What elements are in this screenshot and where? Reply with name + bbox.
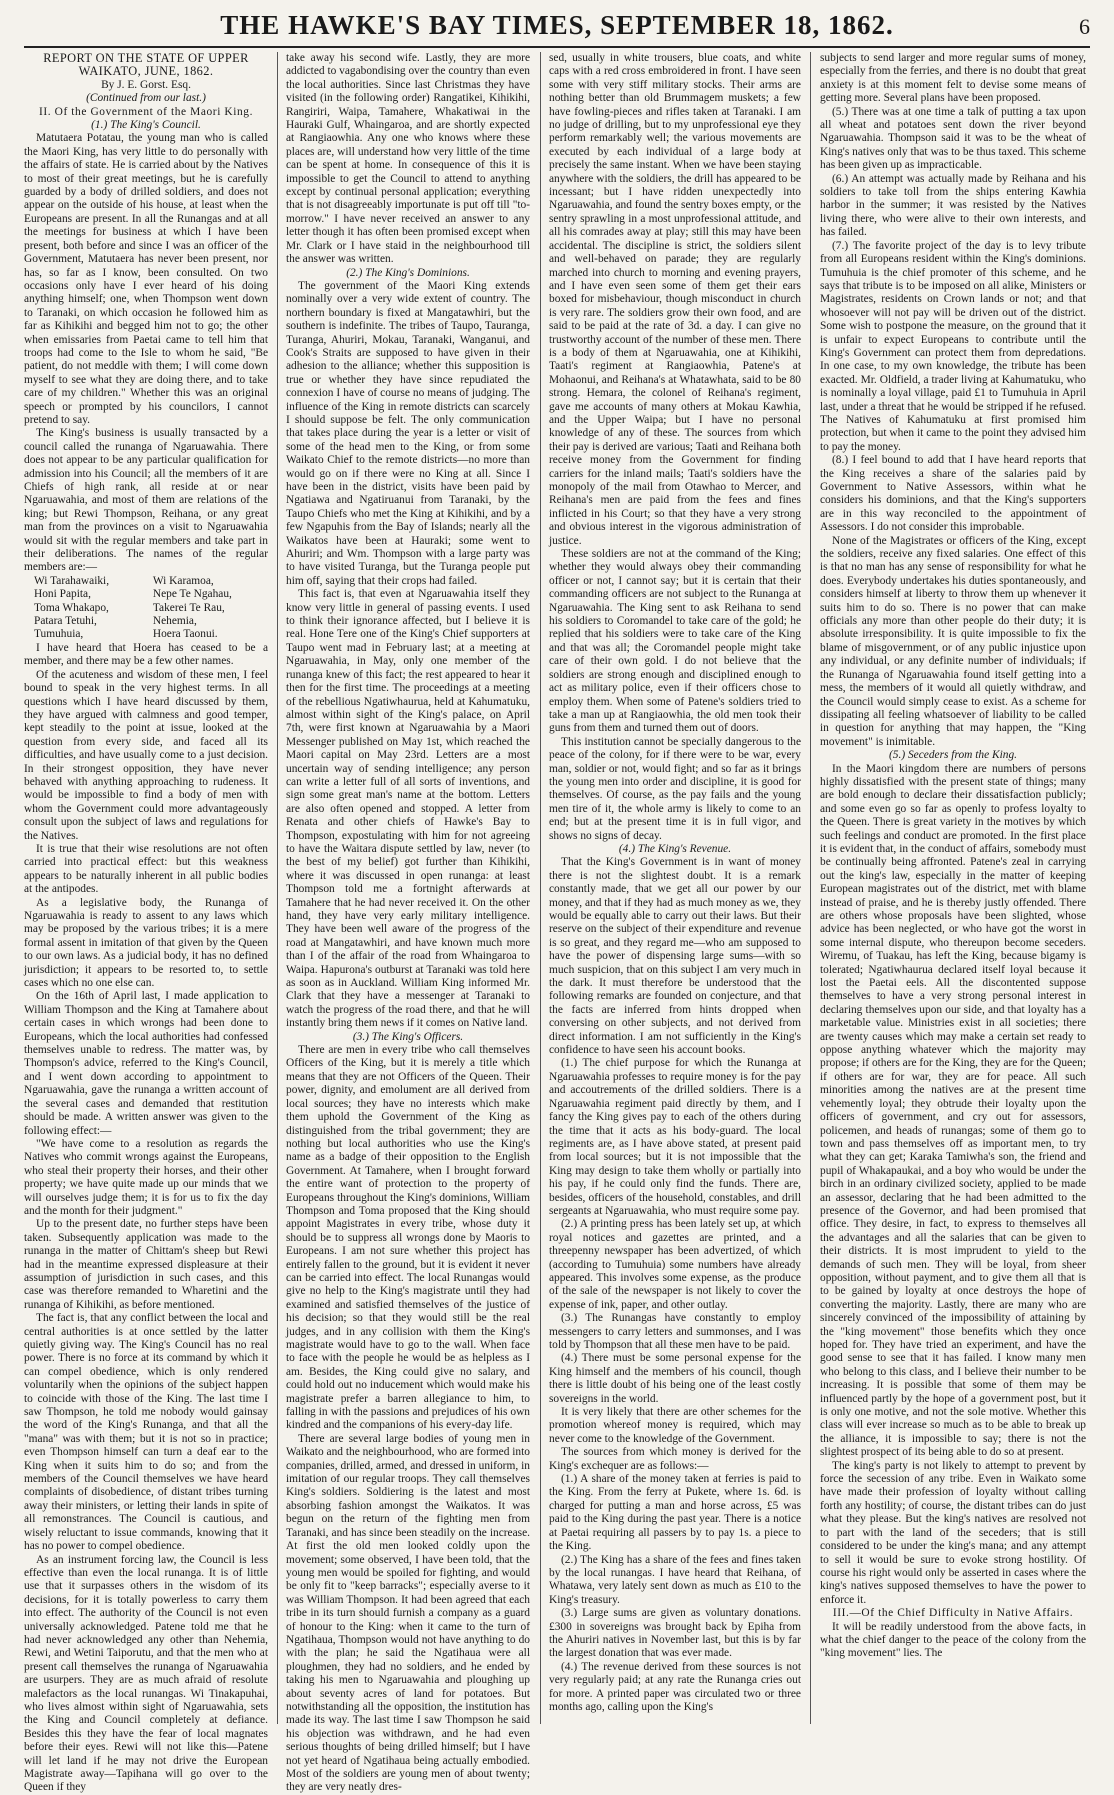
paragraph: (1.) The chief purpose for which the Runanga at Ngaruawahia professes to require money is for the pay and accoutrements of the drilled soldiers. There is a Ngaruawahia regiment paid directly by them, and I fancy the King gives pay to each of the others during the time that it acts as his body-guard. The local regiments are, as I have above stated, at present paid from local sources; but it is not impossible that the King may design to take them wholly or partially into his pay, if he could only find the funds. There are, besides, officers of the household, constables, and drill sergeants at Ngaruawahia, who must require some pay. — [549, 1057, 801, 1217]
paragraph: On the 16th of April last, I made application to William Thompson and the King at Tamahere about certain cases in which wrongs had been done to Europeans, which the local authorities had confessed themselves unable to redress. The matter was, by Thompson's advice, referred to the King's Council, and I went down according to appointment to Ngaruawahia, gave the runanga a written account of the several cases and demanded that restitution should be made. A written answer was given to the following effect:— — [24, 990, 268, 1137]
member-name: Patara Tetuhi, — [34, 615, 97, 628]
paragraph: This institution cannot be specially dangerous to the peace of the colony, for if there were to be war, every man, soldier or not, would fight; and so far as it brings the young men into order and discipline, it is good for themselves. Of course, as the pay fails and the young men tire of it, the whole army is likely to come to an end; but at the present time it is in full vigor, and shows no signs of decay. — [549, 735, 801, 842]
article-byline: By J. E. Gorst. Esq. — [101, 78, 191, 91]
paragraph: The King's business is usually transacted by a council called the runanga of Ngaruawahia. There does not appear to be any particular qualification for admission into his Council; all the members of it are Chiefs of high rank, all reside at or near Ngaruawahia, and most of them are relations of the king; but Rewi Thompson, Reihana, or any great man from the provinces on a visit to Ngaruawahia would sit with the regular members and take part in their deliberations. The names of the regular members are:— — [24, 427, 268, 574]
paragraph: (4.) There must be some personal expense for the King himself and the members of his council, though there is little doubt of his being one of the least costly sovereigns in the world. — [549, 1352, 801, 1405]
members-row — [34, 575, 278, 588]
paragraph: I have heard that Hoera has ceased to be a member, and there may be a few other names. — [24, 641, 268, 668]
paragraph: That the King's Government is in want of money there is not the slightest doubt. It is a remark constantly made, that we get all our power by our money, and that if they had as much money as we, they would be equally able to carry out their laws. But their reserve on the subject of their expenditure and revenue is so great, and they regard me—who am supposed to have the power of dispensing large sums—with so much suspicion, that on this subject I am very much in the dark. It must therefore be understood that the following remarks are founded on conjecture, and that the facts are inferred from hints dropped when conversing on other subjects, and not derived from direct information. I am not sufficiently in the King's confidence to have seen his account books. — [549, 856, 802, 1057]
column-3 — [549, 52, 801, 1724]
paragraph: There are men in every tribe who call themselves Officers of the King, but it is merely a title which means that they are not Officers of the Queen. Their power, dignity, and emolument are all derived from local sources; they have no interests which make them uphold the Government of the King as distinguished from the tribal government; they are nothing but local authorities who use the King's name as a badge of their opposition to the English Government. At Tamahere, when I brought forward the entire want of protection to the property of Europeans throughout the King's dominions, William Thompson and Toma proposed that the King should appoint Magistrates in every tribe, whose duty it should be to suppress all wrongs done by Maoris to Europeans. I am not sure whether this project has entirely fallen to the ground, but it is evident it never can be carried into effect. The local Runangas would give no help to the King's magistrate until they had examined and satisfied themselves of the justice of his decision; so that they would still be the real judges, and in any collision with them the King's magistrate would have to go to the wall. When face to face with the people he would be as helpless as I am. Besides, the King could give no salary, and could hold out no inducement which would make his magistrate prefer a barren allegiance to him, to falling in with the passions and prejudices of his own kindred and the companions of his every-day life. — [286, 1044, 530, 1432]
paragraph: (5.) There was at one time a talk of putting a tax upon all wheat and potatoes sent down the river beyond Ngaruawahia. Thompson said it was to be the wheat of King's natives only that was to be thus taxed. This scheme has been given up as impracticable. — [820, 105, 1086, 172]
members-row — [34, 588, 278, 601]
paragraph: None of the Magistrates or officers of the King, except the soldiers, receive any fixed salaries. One effect of this is that no man has any sense of responsibility for what he does. Everybody undertakes his duties spontaneously, and considers himself at liberty to throw them up whenever it suits him to do so. There is no power that can make officials any more than other people do their duty; it is absolute irresponsibility. It is quite impossible to fix the blame of misgovernment, or of any public injustice upon any individual, or any definite number of individuals; if the Runanga of Ngaruawahia found itself getting into a mess, the members of it would all quietly withdraw, and the Council would simply cease to exist. As a scheme for dissipating all feeling whatsoever of liability to be called in question for anything that may happen, the "King movement" is inimitable. — [820, 534, 1086, 748]
paragraph: (6.) An attempt was actually made by Reihana and his soldiers to take toll from the ships entering Kawhia harbor in the summer; it was resisted by the Natives living there, who were alive to their own interests, and has failed. — [820, 172, 1086, 239]
paragraph: It is true that their wise resolutions are not often carried into practical effect: but this weakness appears to be naturally inherent in all public bodies at the antipodes. — [24, 842, 268, 896]
column-rule — [540, 52, 541, 1724]
paragraph: It is very likely that there are other schemes for the promotion whereof money is required, which may never come to the knowledge of the Government. — [549, 1406, 801, 1445]
paragraph: As an instrument forcing law, the Council is less effective than even the local runanga. It is of little use that it surpasses others in the wisdom of its decisions, for it is totally powerless to carry them into effect. The authority of the Council is not even universally acknowledged. Patene told me that he had never acknowledged any other than Nehemia, Rewi, and Wetini Taiporutu, and that the men who at present call themselves the runanga of Ngaruawahia are usurpers. They are as much afraid of resolute malefactors as the local runangas. Wi Tinakapuhai, who lives almost within sight of Ngaruawahia, sets the King and Council completely at defiance. Besides this they have the fear of local magnates before their eyes. Rewi will not like this—Patene will let land if he may not drive the European Magistrate away—Tapihana will go over to the Queen if they — [24, 1553, 268, 1794]
paragraph: (3.) Large sums are given as voluntary donations. £300 in sovereigns was brought back by Epiha from the Ahuriri natives in November last, but this is by far the largest donation that was ever made. — [549, 1607, 801, 1660]
column-4 — [820, 52, 1086, 1724]
paragraph: Matutaera Potatau, the young man who is called the Maori King, has very little to do personally with the affairs of state. He is carried about by the Natives to most of their great meetings, but he is carefully guarded by a body of drilled soldiers, and does not appear on the outside of his house, at least when the Europeans are present. In all the Runangas and at all the meetings for business at which I have been present, both before and since I was an officer of the Government, Matutaera has never been present, nor has, so far as I know, been consulted. On two occasions only have I ever heard of his doing anything himself; one, when Thompson went down to Taranaki, on which occasion he followed him as far as Kihikihi and begged him not to go; the other when emissaries from Paetai came to tell him that troops had come to the Isle to whom he said, "Be patient, do not meddle with them; I will come down myself to see what they are doing there, and to take care of my children." Whether this was an original speech or prompted by his councilors, I cannot pretend to say. — [24, 132, 268, 426]
member-name: Honi Papita, — [34, 588, 91, 601]
member-name: Takerei Te Rau, — [152, 601, 225, 614]
paragraph: In the Maori kingdom there are numbers of persons highly dissatisfied with the present state of things; many are bold enough to declare their dissatisfaction publicly; and some even go so far as openly to profess loyalty to the Queen. There is great variety in the motives by which such feelings and conduct are promoted. In the first place it is evident that, in the conduct of affairs, somebody must be continually being affronted. Patene's zeal in carrying out the king's law, especially in the matter of keeping European magistrates out of the district, met with blame instead of praise, and he is thereby justly offended. There are others whose proposals have been slighted, whose advice has been neglected, or who have got the worst in some internal dispute, who thereupon become seceders. Wiremu, of Tuakau, has left the King, because bigamy is tolerated; Ngatiwhaurua declared itself loyal because it lost the Paetai eels. All the discontented suppose themselves to have a very strong personal interest in declaring themselves upon our side, and that loyalty has a marketable value. Ministries exist in all societies; there are twenty causes which may make a certain set ready to oppose anything whatever which the majority may propose; if others are for the King, they are for the Queen; if others are for war, they are for peace. All such minorities among the natives are at the present time vehemently loyal; they obtrude their loyalty upon the officers of government, and cry out for assessors, policemen, and heads of runangas; some of them go to town and pass themselves off as important men, to try what they can get; Karaka Tamiwha's son, the friend and pupil of Whakapaukai, and a boy who would be under the birch in an ordinary civilized society, applied to be made an assessor, declaring that he had been admitted to the presence of the Governor, and had been promised that office. They desire, in fact, to express to themselves all the advantages and all the salaries that can be given to their districts. It is most imprudent to yield to the demands of such men. They will be loyal, from sheer opposition, without payment, and to give them all that is to be gained by loyalty at once destroys the hope of converting the majority. Lastly, there are many who are sincerely convinced of the impossibility of attaining by the "king movement" those benefits which they once hoped for. They have tried an experiment, and have the good sense to see that it has failed. I know many men who belong to this class, and I believe their number to be increasing. It is possible that some of them may be influenced partly by the hope of a government post, but it is only one motive, and not the sole motive. Whether this class will ever increase so much as to be able to break up the alliance, it is impossible to say; there is not the slightest prospect of its being able to do so at present. — [820, 762, 1086, 1459]
page-number: 6 — [1079, 14, 1090, 39]
paragraph: (2.) A printing press has been lately set up, at which royal notices and gazettes are printed, and a threepenny newspaper has been advertized, of which (according to Tumuhuia) some numbers have already appeared. This involves some expense, as the produce of the sale of the newspaper is not likely to cover the expense of ink, paper, and other outlay. — [549, 1218, 801, 1311]
paragraph: (3.) The Runangas have constantly to employ messengers to carry letters and summonses, and I was told by Thompson that all these men have to be paid. — [549, 1312, 801, 1351]
paragraph: The sources from which money is derived for the King's exchequer are as follows:— — [549, 1446, 801, 1472]
paragraph: This fact is, that even at Ngaruawahia itself they know very little in general of passing events. I used to think their ignorance affected, but I believe it is real. Hone Tere one of the King's Chief supporters at Taupo went mad in February last; at a meeting at Ngaruawahia, in May, only one member of the runanga knew of this fact; the rest appeared to hear it then for the first time. The proceedings at a meeting of the rebellious Ngatiwhaurua, held at Kahumatuku, almost within sight of the King's palace, on April 7th, were first known at Ngaruawahia by a Maori Messenger published on May 1st, which reached the Maori capital on May 23rd. Letters are a most uncertain way of sending intelligence; any person can write a letter full of all sorts of inventions, and sign some great man's name at the bottom. Letters are also often opened and stopped. A letter from Renata and other chiefs of Hawke's Bay to Thompson, expostulating with him for not agreeing to have the Waitara dispute settled by law, never (to the best of my belief) got further than Kihikihi, where it was discussed in open runanga: at least Thompson told me a fortnight afterwards at Tamahere that he had never received it. On the other hand, they have very early military intelligence. They have been well aware of the progress of the road at Mangatawhiri, and have known much more than I of the affair of the road from Whaingaroa to Waipa. Hapurona's outburst at Taranaki was told here as soon as in Auckland. William King informed Mr. Clark that they have a messenger at Taranaki to watch the progress of the road there, and that he will instantly bring them news if it comes on Native land. — [286, 588, 530, 1030]
members-row — [34, 628, 278, 641]
subheading-council: (1.) The King's Council. — [91, 119, 201, 132]
paragraph: Of the acuteness and wisdom of these men, I feel bound to speak in the very highest terms. In all questions which I have heard discussed by them, they have argued with calmness and good temper, kept steadily to the point at issue, looked at the question from every side, and faced all its difficulties, and have usually come to a just decision. In their strongest opposition, they have never behaved with anything approaching to rudeness. It would be impossible to find a body of men with whom the Government could more advantageously consult upon the subject of laws and regulations for the Natives. — [24, 668, 268, 842]
subheading-revenue: (4.) The King's Revenue. — [618, 842, 732, 855]
paragraph: (4.) The revenue derived from these sources is not very regularly paid; at any rate the Runanga cries out for more. A printed paper was circulated two or three months ago, calling upon the King's — [549, 1660, 801, 1713]
paragraph: (2.) The King has a share of the fees and fines taken by the local runangas. I have heard that Reihana, of Whatawa, very lately sent down as much as £10 to the King's treasury. — [549, 1553, 801, 1606]
paragraph: As a legislative body, the Runanga of Ngaruawahia is ready to assent to any laws which may be proposed by the various tribes; it is a mere formal assent in imitation of that given by the Queen to our own laws. As a judicial body, it has no defined jurisdiction; it appears to be resorted to, to settle cases which no one else can. — [24, 896, 268, 990]
member-name: Wi Tarahawaiki, — [34, 574, 110, 587]
members-row — [34, 602, 278, 615]
part-heading: II. Of the Government of the Maori King. — [38, 105, 254, 118]
paragraph: take away his second wife. Lastly, they are more addicted to vagabondising over the country than even the local authorities. Since last Christmas they have visited (in the following order) Rangatikei, Kihikihi, Rangiriri, Waipa, Tamahere, Whakatiwai in the Hauraki Gulf, Whaingaroa, and are shortly expected at Rangiaowhia. Any one who knows where these places are, will understand how very little of the time can be spent at home. In consequence of this it is impossible to get the Council to attend to anything except by continual personal application; everything that is not disagreeably importunate is put off till "to-morrow." I have never received an answer to any letter though it has often been promised except when Mr. Clark or I have staid in the neighbourhood till the answer was written. — [286, 52, 530, 266]
subheading-seceders: (5.) Seceders from the King. — [888, 749, 1017, 762]
member-name: Nepe Te Ngahau, — [152, 588, 232, 601]
paragraph: (7.) The favorite project of the day is to levy tribute from all Europeans resident within the King's dominions. Tumuhuia is the chief promoter of this scheme, and he says that tribute is to be imposed on all alike, Ministers or Magistrates, residents on Crown lands or not; and that whosoever will not pay will be driven out of the district. Some wish to postpone the measure, on the ground that it is unfair to expect Europeans to contribute until the King's Government can protect them from depredations. In one case, to my own knowledge, the tribute has been exacted. Mr. Oldfield, a trader living at Kahumatuku, who is nominally a loyal village, paid £1 to Tumuhuia in April last, under a threat that he would be stripped if he refused. The Natives of Kahumatuku at first promised him protection, but when it came to the point they advised him to pay the money. — [820, 239, 1086, 453]
section-heading-difficulty: III.—Of the Chief Difficulty in Native Affairs. — [832, 1607, 1074, 1620]
member-name: Wi Karamoa, — [152, 574, 214, 587]
subheading-officers: (3.) The King's Officers. — [352, 1030, 464, 1043]
paragraph: subjects to send larger and more regular sums of money, especially from the ferries, and there is no doubt that great anxiety is at this moment felt to devise some means of getting more. Several plans have been proposed. — [820, 52, 1087, 105]
column-rule — [277, 52, 278, 1724]
continued-note: (Continued from our last.) — [86, 92, 206, 105]
article-headline: REPORT ON THE STATE OF UPPER WAIKATO, JUNE, 1862. — [43, 51, 249, 79]
paragraph: (1.) A share of the money taken at ferries is paid to the King. From the ferry at Pukete, where 1s. 6d. is charged for putting a man and horse across, £5 was paid to the King during the past year. There is a notice at Paetai requiring all passers by to pay 1s. a piece to the King. — [549, 1473, 801, 1553]
member-name: Hoera Taonui. — [152, 628, 218, 641]
paragraph: These soldiers are not at the command of the King; whether they would always obey their commanding officer or not, I cannot say; but it is certain that their commanding officers are not subject to the Runanga at Ngaruawahia. The King sent to ask Reihana to send his soldiers to Coromandel to take care of the gold; he replied that his soldiers were to take care of the King and that was all; the Coromandel people might take care of their own gold. I do not believe that the soldiers are strong enough and disciplined enough to act as military police, even if their officers chose to employ them. When some of Patene's soldiers tried to take a man up at Rangiaowhia, the old men took their guns from them and turned them out of doors. — [549, 548, 801, 735]
quoted-resolution: "We have come to a resolution as regards the Natives who commit wrongs against the Europeans, who steal their property their horses, and their other property; we have quite made up our minds that we will ourselves judge them; it is for us to fix the day and the month for their judgment." — [24, 1137, 268, 1217]
paragraph: There are several large bodies of young men in Waikato and the neighbourhood, who are formed into companies, drilled, armed, and dressed in uniform, in imitation of our regular troops. They call themselves King's soldiers. Soldiering is the latest and most absorbing fashion amongst the Waikatos. It was begun on the return of the fighting men from Taranaki, and has since been steadily on the increase. At first the old men looked coldly upon the movement; some observed, I have been told, that the young men would be spoiled for fighting, and would be only fit to "keep barracks"; especially averse to it was William Thompson. It had been agreed that each tribe in its turn should furnish a company as a guard of honour to the King: when it came to the turn of Ngatihaua, Thompson would not have anything to do with the plan; he said the Ngatihaua were all ploughmen, they had no soldiers, and he ended by taking his men to Ngaruawahia and ploughing up about seventy acres of land for potatoes. But notwithstanding all the opposition, the institution has made its way. The last time I saw Thompson he said his objection was withdrawn, and he had even serious thoughts of being drilled himself; but I have not yet heard of Ngatihaua being actually embodied. Most of the soldiers are young men of about twenty; they are very neatly dres- — [286, 1432, 530, 1794]
paragraph: The fact is, that any conflict between the local and central authorities is at once settled by the latter quietly giving way. The King's Council has no real power. There is no force at its command by which it can compel obedience, which is only rendered voluntarily when the opinions of the subject happen to coincide with those of the King. The last time I saw Thompson, he told me nobody would gainsay the word of the King's Runanga, and that all the "mana" was with them; but it is not so in practice; even Thompson himself can turn a deaf ear to the King when it suits him to do so; and from the members of the Council themselves we have heard complaints of disobedience, of distant tribes turning away their ministers, or letting their lands in spite of all remonstrances. The Council is cautious, and wisely reluctant to issue commands, knowing that it has no power to compel obedience. — [24, 1312, 268, 1553]
member-name: Toma Whakapo, — [34, 601, 109, 614]
paragraph: It will be readily understood from the above facts, in what the chief danger to the peace of the colony from the "king movement" lies. The — [820, 1620, 1086, 1660]
column-rule — [810, 52, 811, 1724]
subheading-dominions: (2.) The King's Dominions. — [346, 266, 470, 279]
paragraph: sed, usually in white trousers, blue coats, and white caps with a red cross embroidered in front. I have seen some with very stiff military stocks. Their arms are nothing better than old Brummagem muskets; a few have fowling-pieces and rifles taken at Taranaki. I am no judge of drilling, but to my unprofessional eye they perform remarkably well; the various movements are executed by each individual of a large body at precisely the same instant. When we have been staying anywhere with the soldiers, the drill has appeared to be incessant; but I have ridden unexpectedly into Ngaruawahia, and found the sentry boxes empty, or the sentry sprawling in a most unprofessional attitude, and all his comrades away at play; still this may have been accidental. The discipline is strict, the soldiers silent and well-behaved on parade; they are regularly marched into church to morning and evening prayers, and I have even seen some of them get their ears boxed for misbehaviour, though misconduct in church is very rare. The soldiers grow their own food, and are said to be paid at the rate of 3d. a day. I can give no trustworthy account of the number of these men. There is a body of them at Ngaruawahia, one at Kihikihi, Taati's regiment at Rangiaowhia, Patene's at Mohaonui, and Reihana's at Whatawhata, said to be 80 strong. Hemara, the colonel of Reihana's regiment, gave me accounts of many others at Mokau Kawhia, and the Upper Waipa; but I have no personal knowledge of any of these. The sources from which their pay is derived are various; Taati and Reihana both receive money from the Government for finding carriers for the inland mails; Taati's soldiers have the monopoly of the mail from Otawhao to Mercer, and Reihana's men are paid from the fees and fines inflicted in his Court; so that they have a very strong and obvious interest in the vigorous administration of justice. — [549, 52, 801, 547]
members-row — [34, 615, 278, 628]
member-name: Tumuhuia, — [34, 628, 84, 641]
member-name: Nehemia, — [152, 615, 197, 628]
masthead — [24, 4, 1090, 48]
paragraph: (8.) I feel bound to add that I have heard reports that the King receives a share of the salaries paid by Government to Native Assessors, within what he considers his dominions, and that the King's supporters are in this way reconciled to the appointment of Assessors. I do not consider this improbable. — [820, 454, 1086, 534]
paragraph: Up to the present date, no further steps have been taken. Subsequently application was made to the runanga in the matter of Chittam's sheep but Rewi had in the meantime expressed displeasure at their assumption of jurisdiction in such cases, and this case was therefore remanded to Wharetini and the runanga of Kihikihi, as before mentioned. — [24, 1218, 268, 1311]
council-members-list — [34, 575, 278, 642]
masthead-title: THE HAWKE'S BAY TIMES, SEPTEMBER 18, 1862. — [220, 10, 894, 40]
column-1 — [24, 51, 268, 1794]
column-2 — [286, 52, 530, 1794]
paragraph: The king's party is not likely to attempt to prevent by force the secession of any tribe. Even in Waikato some have made their profession of loyalty without calling forth any hostility; of course, the distant tribes can do just what they please. But the king's natives are resolved not to part with the land of the seceders; that is still considered to be under the king's mana; and any attempt to sell it would be sure to evoke strong hostility. Of course his right would only be asserted in cases where the king's natives supposed themselves to have the power to enforce it. — [820, 1459, 1086, 1606]
paragraph: The government of the Maori King extends nominally over a very wide extent of country. The northern boundary is fixed at Mangatawhiri, but the southern is indefinite. The tribes of Taupo, Tauranga, Turanga, Ahuriri, Mokau, Taranaki, Wanganui, and Cook's Straits are supposed to have given in their adhesion to the alliance; whether this supposition is true or whether they have since repudiated the connexion I have of course no means of judging. The influence of the King in remote districts can scarcely I should suppose be felt. The only communication that takes place during the year is a letter or visit of some of the head men to the King, or from some Waikato Chief to the remote districts—no more than would go on if there were no King at all. Since I have been in the district, visits have been paid by Ngatiawa and Ngatiruanui from Taranaki, by the Taupo Chiefs who met the King at Kihikihi, and by a few Ngapuhis from the Bay of Islands; nearly all the Waikatos have been at Hauraki; some went to Ahuriri; and Wm. Thompson with a large party was to have visited Turanga, but the Turanga people put him off, saying that their crops had failed. — [286, 279, 530, 587]
